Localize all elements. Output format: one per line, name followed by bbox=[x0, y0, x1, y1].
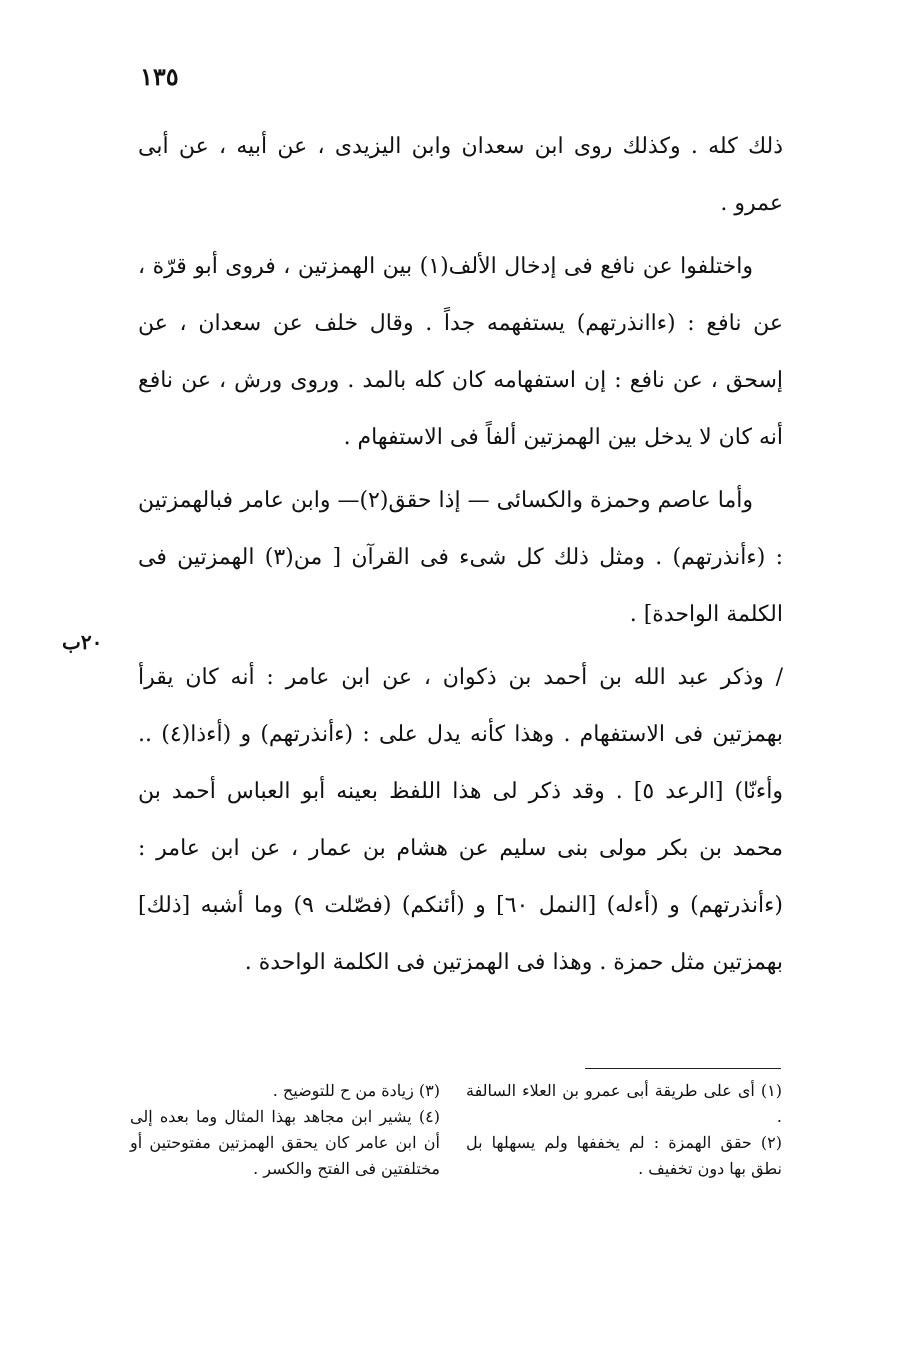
paragraph-1: ذلك كله . وكذلك روى ابن سعدان وابن اليزيدى ، عن أبيه ، عن أبى عمرو . bbox=[138, 134, 783, 216]
footnotes-right-column bbox=[466, 1078, 782, 1182]
paragraph-3: وأما عاصم وحمزة والكسائى — إذا حقق(٢)— وابن عامر فبالهمزتين : (ءأنذرتهم) . ومثل ذلك كل شىء فى القرآن [ من(٣) الهمزتين فى الكلمة الواحدة] . bbox=[138, 488, 784, 627]
footnote-1: (١) أى على طريقة أبى عمرو بن العلاء السالفة . bbox=[466, 1081, 782, 1126]
paragraph-4: / وذكر عبد الله بن أحمد بن ذكوان ، عن ابن عامر : أنه كان يقرأ بهمزتين فى الاستفهام . وهذا كأنه يدل على : (ءأنذرتهم) و (أءذا(٤) .. وأءنّا) [الرعد ٥] . وقد ذكر لى هذا اللفظ بعينه أبو العباس أحمد بن محمد بن بكر مولى بنى سليم عن هشام بن عمار ، عن ابن عامر : (ءأنذرتهم) و (أءله) [النمل ٦٠] و (أئنكم) (فصّلت ٩) وما أشبه [ذلك] بهمزتين مثل حمزة . وهذا فى الهمزتين فى الكلمة الواحدة . bbox=[138, 665, 783, 975]
manuscript-folio-marker: ٢٠ب bbox=[62, 630, 103, 654]
main-text bbox=[138, 118, 783, 997]
page-number: ١٣٥ bbox=[140, 62, 179, 91]
footnote-3: (٣) زيادة من ح للتوضيح . bbox=[272, 1081, 440, 1100]
footnotes-left-column bbox=[130, 1078, 440, 1182]
footnote-divider bbox=[585, 1068, 781, 1069]
footnote-2: (٢) حقق الهمزة : لم يخففها ولم يسهلها بل نطق بها دون تخفيف . bbox=[466, 1133, 782, 1178]
footnote-4: (٤) يشير ابن مجاهد بهذا المثال وما بعده إلى أن ابن عامر كان يحقق الهمزتين مفتوحتين أو مختلفتين فى الفتح والكسر . bbox=[130, 1107, 441, 1178]
paragraph-2: واختلفوا عن نافع فى إدخال الألف(١) بين الهمزتين ، فروى أبو قرّة ، عن نافع : (ءاانذرتهم) يستفهمه جداً . وقال خلف عن سعدان ، عن إسحق ، عن نافع : إن استفهامه كان كله بالمد . وروى ورش ، عن نافع أنه كان لا يدخل بين الهمزتين ألفاً فى الاستفهام . bbox=[138, 254, 783, 450]
